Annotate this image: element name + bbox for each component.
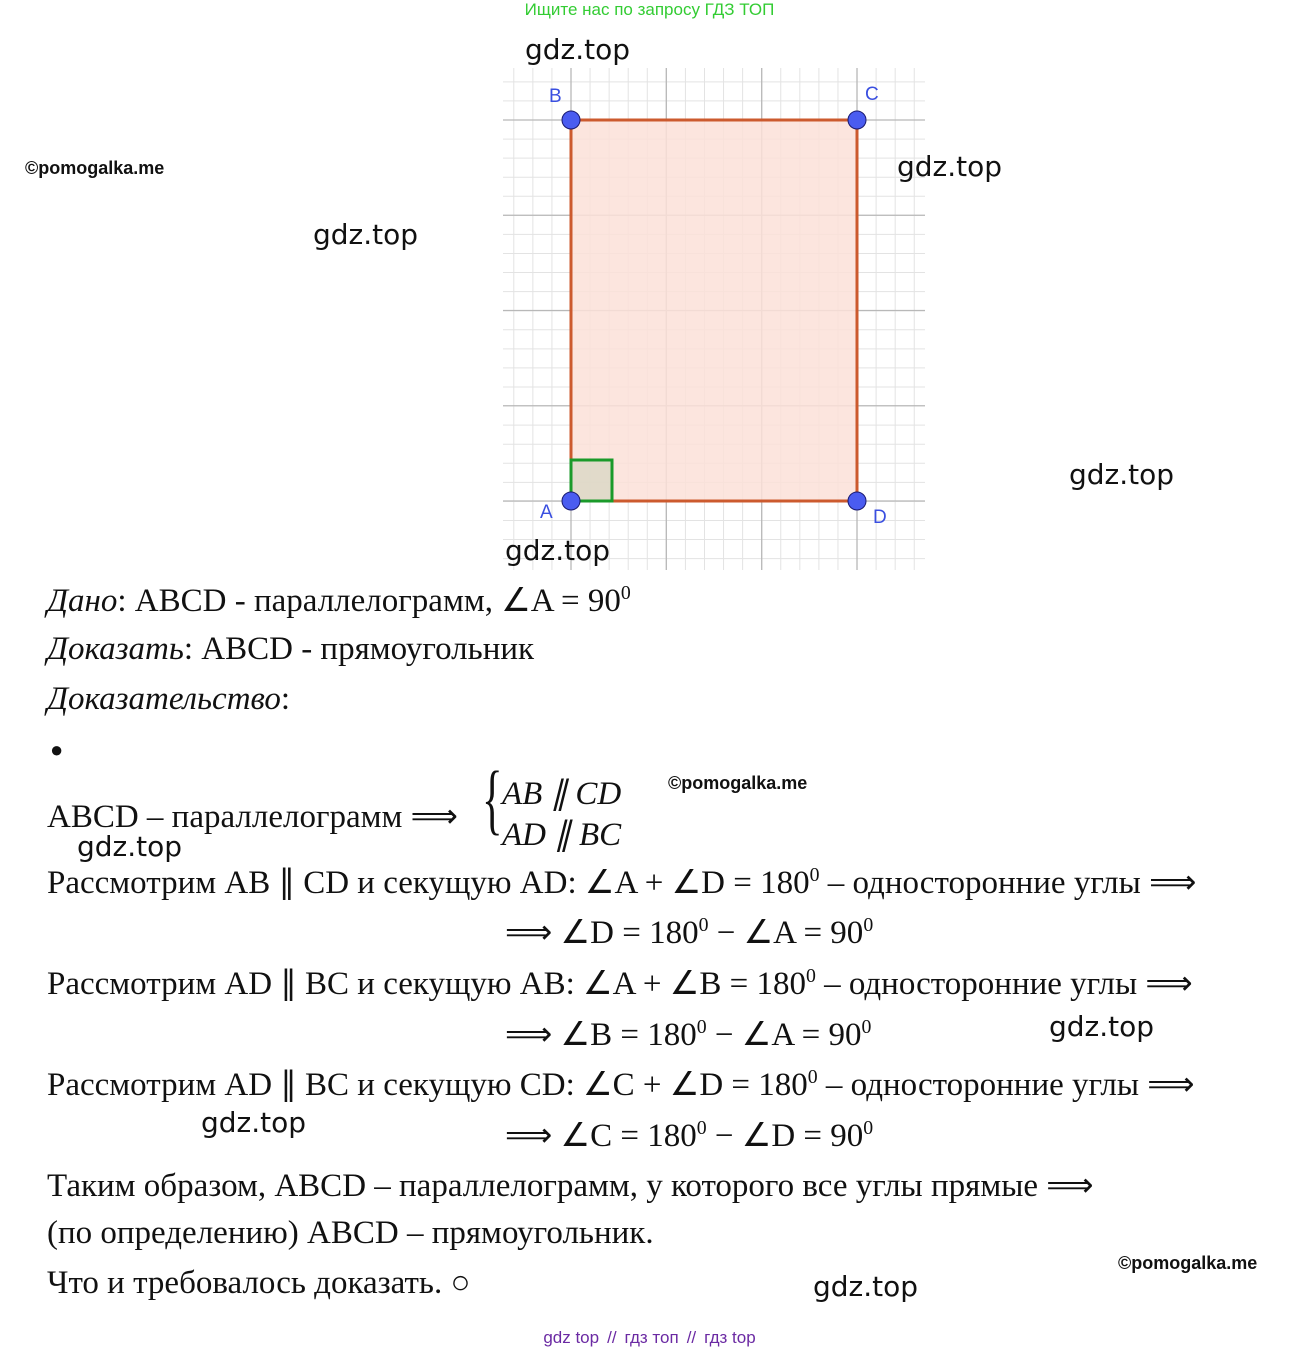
link-gdz-top-ru[interactable]: гдз топ [624,1328,679,1347]
proof-step: ⟹ ∠C = $180^0$ − ∠D = $90^0$ [505,1117,874,1154]
parallelogram-line: ABCD – параллелограмм ⟹ [47,799,458,835]
bottom-links: gdz top // гдз топ // гдз top [543,1328,756,1347]
point-a [562,492,580,510]
gdz-watermark: gdz.top [313,218,419,251]
bullet: ● [50,737,64,762]
label-c: C [865,84,879,105]
system-line-1: AB ∥ CD [502,776,622,812]
proof-step: Рассмотрим AD ∥ BC и секущую AB: ∠A + ∠B = $180^0$ – односторонние углы ⟹ [47,965,1193,1002]
link-gdz-top-mixed[interactable]: гдз top [704,1328,756,1347]
rectangle-abcd [571,120,857,501]
given-label: Дано [47,583,118,619]
proof-step: Рассмотрим AD ∥ BC и секущую CD: ∠C + ∠D = $180^0$ – односторонние углы ⟹ [47,1066,1195,1103]
label-b: B [549,86,562,107]
gdz-watermark: gdz.top [525,33,631,66]
point-b [562,111,580,129]
qed-line: Что и требовалось доказать. ○ [47,1265,471,1301]
proof-step: Рассмотрим AB ∥ CD и секущую AD: ∠A + ∠D = $180^0$ – односторонние углы ⟹ [47,864,1197,901]
pomogalka-watermark: ©pomogalka.me [1118,1253,1258,1273]
point-c [848,111,866,129]
label-a: A [540,502,553,523]
system-line-2: AD ∥ BC [502,817,622,853]
given-line [47,580,631,620]
conclusion-line: (по определению) ABCD – прямоугольник. [47,1215,654,1251]
pomogalka-watermark: ©pomogalka.me [25,158,165,178]
brace: { [482,755,503,842]
proof-step: ⟹ ∠B = $180^0$ − ∠A = $90^0$ [505,1016,872,1053]
degree: 0 [620,582,631,604]
gdz-watermark: gdz.top [813,1270,919,1303]
prove-body: : ABCD - прямоугольник [183,631,535,667]
gdz-watermark: gdz.top [201,1106,307,1139]
gdz-watermark: gdz.top [77,830,183,863]
gdz-watermark: gdz.top [897,150,1003,183]
conclusion-line: Таким образом, ABCD – параллелограмм, у которого все углы прямые ⟹ [47,1168,1094,1204]
search-banner: Ищите нас по запросу ГДЗ ТОП [524,0,775,19]
point-d [848,492,866,510]
prove-line [47,631,534,668]
proof-label: Доказательство [47,681,281,717]
proof-step: ⟹ ∠D = $180^0$ − ∠A = $90^0$ [505,914,874,951]
rectangle-figure [495,60,935,575]
gdz-watermark: gdz.top [1049,1010,1155,1043]
label-d: D [873,507,887,528]
given-body: : ABCD - параллелограмм, ∠A = 90 [117,583,621,619]
link-gdz-top[interactable]: gdz top [543,1328,600,1347]
prove-label: Доказать [47,631,184,667]
proof-line: Доказательство: [47,681,291,717]
gdz-watermark: gdz.top [505,534,611,567]
pomogalka-watermark: ©pomogalka.me [668,773,808,793]
parallel-system [482,755,622,856]
gdz-watermark: gdz.top [1069,458,1175,491]
